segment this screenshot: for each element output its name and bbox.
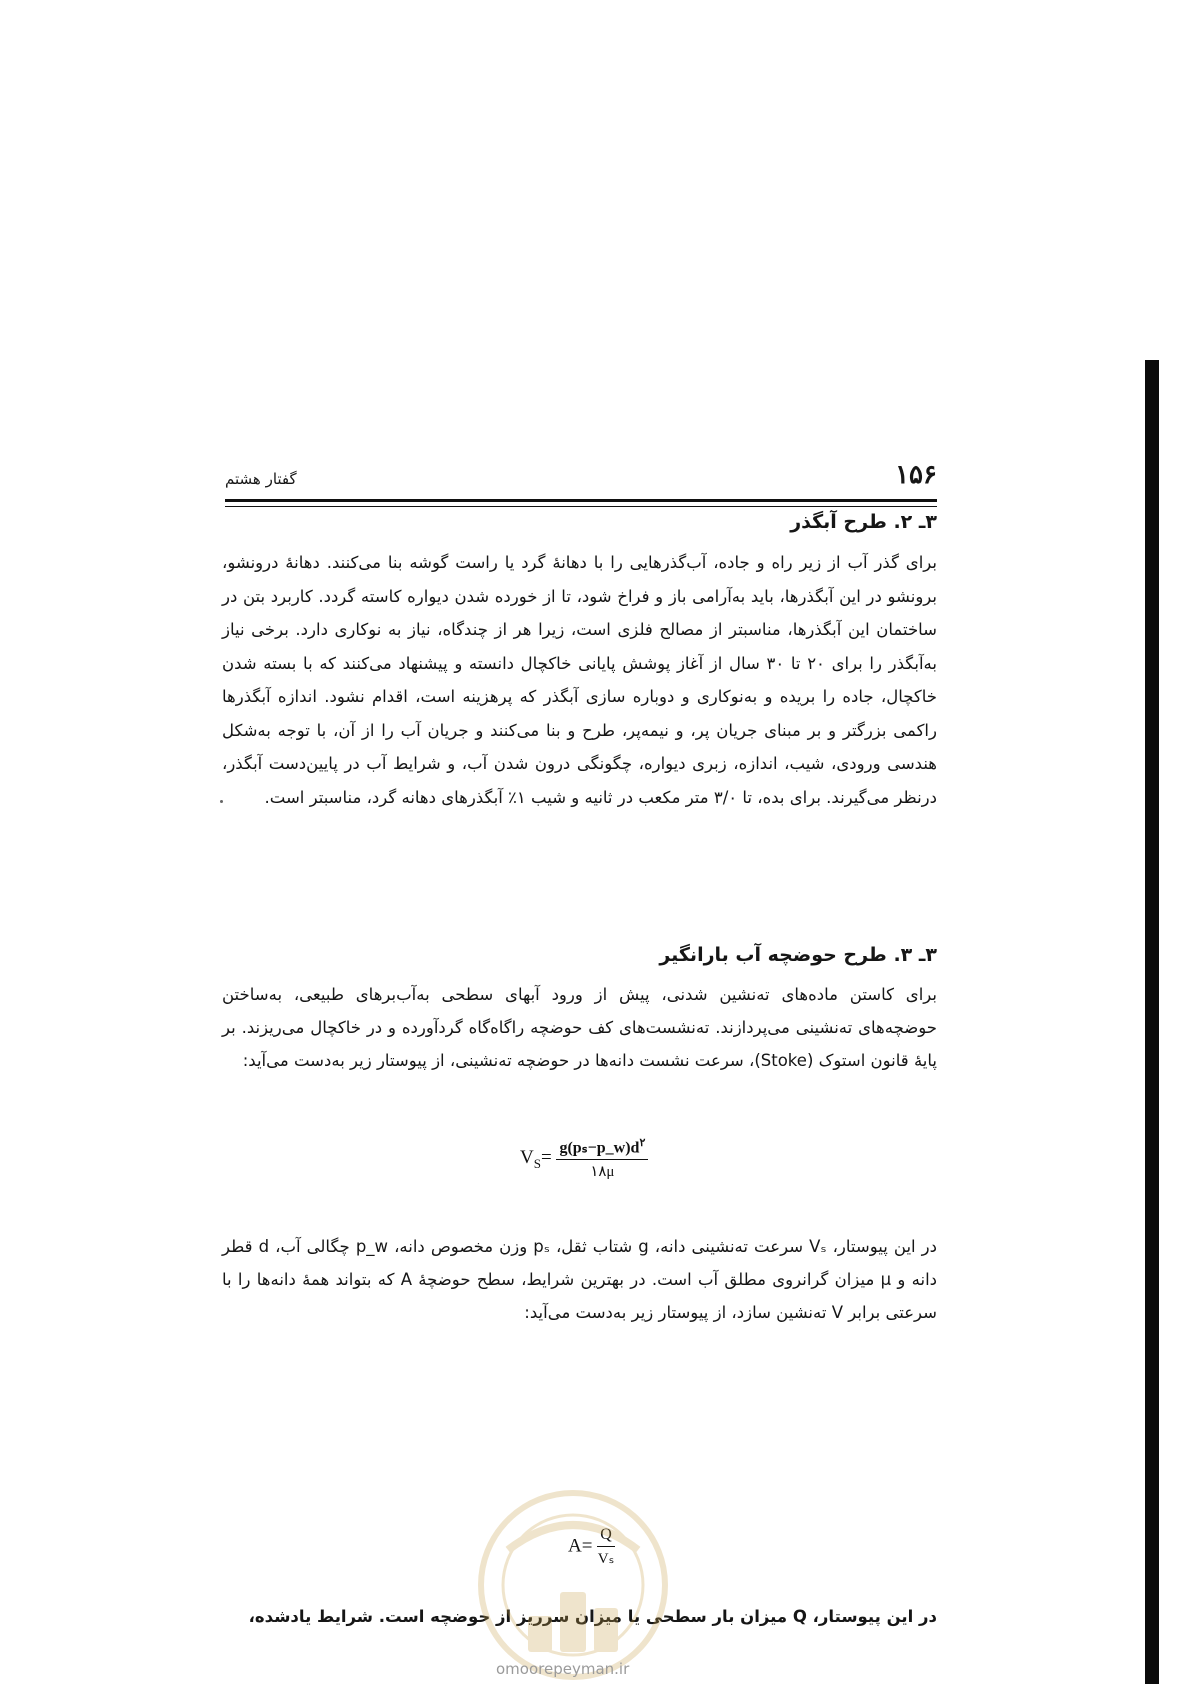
chapter-title: گفتار هشتم: [225, 470, 297, 488]
formula2-denominator: Vₛ: [597, 1551, 615, 1567]
formula-numerator: [556, 1136, 648, 1160]
formula-denominator: ۱۸μ: [590, 1164, 615, 1181]
formula-lhs-subscript: S: [533, 1155, 541, 1171]
page-header: [225, 460, 937, 496]
section-heading-basin: ۳ـ ۳. طرح حوضچه آب بارانگیر: [659, 944, 937, 966]
formula-equals: =: [540, 1147, 552, 1169]
paragraph-basin-overflow: در این پیوستار، Q میزان بار سطحی یا میزان سرریز از حوضچه است. شرایط یادشده،: [248, 1607, 937, 1626]
paragraph-basin-intro: برای کاستن ماده‌های ته‌نشین شدنی، پیش از ورود آبهای سطحی به‌آب‌برهای طبیعی، به‌ساختن حوضچه‌های ته‌نشینی می‌پردازند. ته‌نشست‌های کف حوضچه راگاه‌گاه گردآورده و در خاکچال می‌ریزند. بر پایهٔ قانون استوک (Stoke)، سرعت نشست دانه‌ها در حوضچه ته‌نشینی، از پیوستار زیر به‌دست می‌آید:: [222, 985, 937, 1070]
header-rule-thick: [225, 499, 937, 502]
formula2-equals: =: [581, 1535, 593, 1557]
formula-numerator-text: g(pₛ−p_w)d: [559, 1139, 640, 1157]
header-rule-thin: [225, 506, 937, 507]
section-heading-culvert: ۳ـ ۲. طرح آبگذر: [790, 511, 937, 533]
paragraph-basin-variables: در این پیوستار، Vₛ سرعت ته‌نشینی دانه، g شتاب ثقل، pₛ وزن مخصوص دانه، p_w چگالی آب، d قطر دانه و μ میزان گرانروی مطلق آب است. در بهترین شرایط، سطح حوضچهٔ A که بتواند همهٔ دانه‌ها را با سرعتی برابر V ته‌نشین سازد، از پیوستار زیر به‌دست می‌آید:: [222, 1237, 938, 1322]
paragraph-culvert: برای گذر آب از زیر راه و جاده، آب‌گذرهایی را با دهانهٔ گرد یا راست گوشه بنا می‌کنند. دهانهٔ درونشو، برونشو در این آبگذرها، باید به‌آرامی باز و فراخ شود، تا از خورده شدن دیواره کاسته گردد. کاربرد بتن در ساختمان این آبگذرها، مناسبتر از مصالح فلزی است، زیرا هر از چندگاه، نیاز به نوکاری دارد. برخی نیاز به‌آبگذر را برای ۲۰ تا ۳۰ سال از آغاز پوشش پایانی خاکچال دانسته و پیشنهاد می‌کنند که با بسته شدن خاکچال، جاده را بریده و به‌نوکاری و دوباره سازی آبگذر که پرهزینه است، اقدام نشود. اندازه آبگذرها راکمی بزرگتر و بر مبنای جریان پر، و نیمه‌پر، طرح و بنا می‌کنند و جریان آب را از آن، با توجه به‌شکل هندسی ورودی، شیب، اندازه، زبری دیواره، چگونگی درون شدن آب، و شرایط آب در پایین‌دست آبگذر، درنظر می‌گیرند. برای بده، تا ۳/۰ متر مکعب در ثانیه و شیب ۱٪ آبگذرهای دهانه گرد، مناسبتر است.: [222, 553, 937, 807]
stokes-formula: [520, 1136, 648, 1181]
scan-edge-bar: [1145, 360, 1159, 1684]
formula-lhs: V: [520, 1147, 534, 1169]
formula2-numerator: Q: [597, 1526, 615, 1547]
formula-fraction: [556, 1136, 648, 1181]
watermark-seal-icon: [468, 1480, 678, 1690]
watermark-site: omoorepeyman.ir: [496, 1660, 630, 1678]
page-number: ۱۵۶: [895, 460, 937, 490]
formula2-lhs: A: [568, 1535, 582, 1557]
formula-numerator-sup: ۲: [639, 1137, 646, 1149]
